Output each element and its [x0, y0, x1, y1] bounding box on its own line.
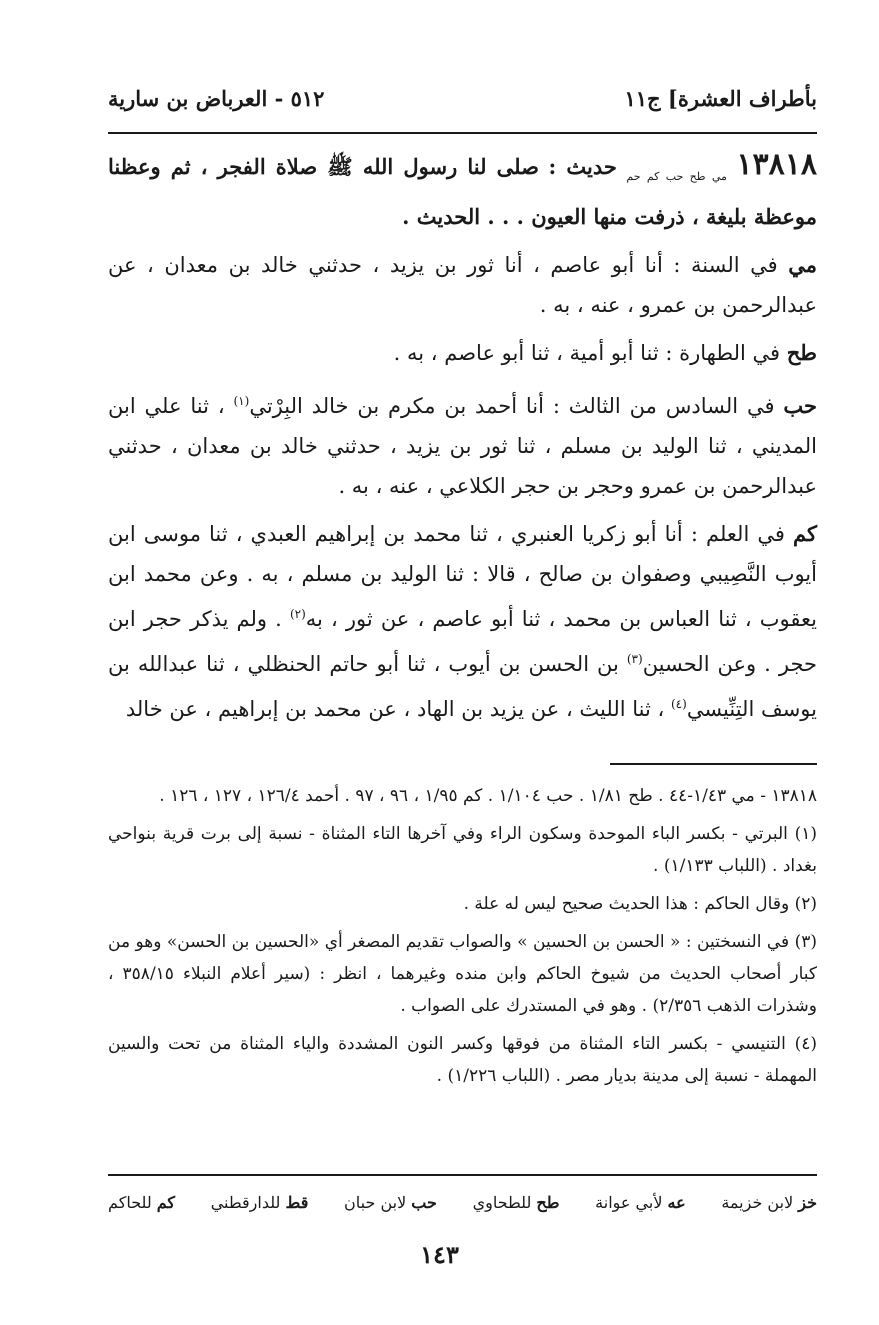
hadith-sigla: مي طح حب كم حم [626, 170, 727, 183]
hadith-entry [108, 145, 817, 237]
abbr: كم [793, 521, 817, 546]
footnote-4: (٤) التنيسي - بكسر التاء المثناة من فوقها وكسر النون المشددة والياء المثناة من تحت والسين المهملة - نسبة إلى مدينة بديار مصر . (اللباب ١/٢٢٦) . [108, 1034, 817, 1086]
hadith-text: صلى لنا رسول الله ﷺ صلاة الفجر ، ثم وعظنا موعظة بليغة ، ذرفت منها العيون . . . الحديث . [108, 154, 817, 229]
paragraph-text: في السادس من الثالث : أنا أحمد بن مكرم بن خالد البِرْتي [249, 394, 775, 418]
paragraph-text: ، ثنا الليث ، عن يزيد بن الهاد ، عن محمد بن إبراهيم ، عن خالد [125, 697, 665, 721]
legend-item: قط للدارقطني [210, 1192, 309, 1212]
hadith-number: ١٣٨١٨ [736, 147, 817, 182]
paragraph-text: . ولم يذكر حجر ابن حجر . وعن الحسين [108, 607, 817, 676]
paragraph-text: في الطهارة : ثنا أبو أمية ، ثنا أبو عاصم ، به . [393, 341, 781, 365]
footnote-rule [610, 763, 817, 765]
legend-item: خز لابن خزيمة [721, 1192, 817, 1212]
abbr: حب [783, 393, 817, 418]
footnote-ref: (٢) [289, 607, 306, 621]
running-header [108, 78, 817, 118]
legend-item: طح للطحاوي [472, 1192, 560, 1212]
paragraph-text: بن الحسن بن أيوب ، ثنا أبو حاتم الحنظلي ، ثنا عبدالله بن يوسف التِنِّيسي [108, 652, 817, 721]
header-rule [108, 132, 817, 134]
header-volume: بأطراف العشرة] ج١١ [624, 85, 817, 111]
footnote-2: (٢) وقال الحاكم : هذا الحديث صحيح ليس له علة . [463, 894, 817, 914]
page-number: ١٤٣ [420, 1240, 459, 1269]
abbr: طح [786, 340, 817, 365]
legend-item: عه لأبي عوانة [595, 1192, 686, 1212]
footnote-sources: ١٣٨١٨ - مي ١/٤٣-٤٤ . طح ١/٨١ . حب ١/١٠٤ . كم ١/٩٥ ، ٩٦ ، ٩٧ . أحمد ١٢٦/٤ ، ١٢٧ ، ١٢٦ . [159, 786, 817, 806]
paragraph-text: ، ثنا علي ابن المديني ، ثنا الوليد بن مسلم ، ثنا ثور بن يزيد ، حدثني خالد بن معدان ، حدثني عبدالرحمن بن عمرو وحجر بن حجر الكلاعي ، عنه ، به . [108, 394, 817, 498]
paragraph-km [108, 514, 817, 729]
legend-item: حب لابن حبان [344, 1192, 437, 1212]
footnote-ref: (٣) [626, 652, 643, 666]
abbr: مي [788, 252, 817, 277]
paragraph-hb [108, 381, 817, 506]
paragraph-tah [108, 333, 817, 373]
footnote-ref: (١) [233, 394, 250, 408]
paragraph-text: في السنة : أنا أبو عاصم ، أنا ثور بن يزيد ، حدثني خالد بن معدان ، عن عبدالرحمن بن عمرو ، عنه ، به . [108, 253, 817, 317]
legend-rule [108, 1174, 817, 1176]
paragraph-mi [108, 245, 817, 325]
footnote-ref: (٤) [670, 697, 687, 711]
header-section: ٥١٢ - العرباض بن سارية [108, 85, 325, 111]
main-text [108, 145, 817, 737]
hadith-label: حديث : [548, 154, 617, 179]
legend-item: كم للحاكم [108, 1192, 176, 1212]
footnote-3: (٣) في النسختين : « الحسن بن الحسين » والصواب تقديم المصغر أي «الحسين بن الحسن» وهو من كبار أصحاب الحديث من شيوخ الحاكم وابن منده وغيرهما ، انظر : (سير أعلام النبلاء ٣٥٨/١٥ ، وشذرات الذهب ٢/٣٥٦) . وهو في المستدرك على الصواب . [108, 932, 817, 1016]
paragraph-text: في العلم : أنا أبو زكريا العنبري ، ثنا محمد بن إبراهيم العبدي ، ثنا موسى ابن أيوب النَّصِيبي وصفوان بن صالح ، قالا : ثنا الوليد بن مسلم ، به . وعن محمد ابن يعقوب ، ثنا العباس بن محمد ، ثنا أبو عاصم ، عن ثور ، به [108, 522, 817, 631]
abbreviation-legend [108, 1186, 817, 1218]
footnotes [108, 780, 817, 1098]
footnote-1: (١) البرتي - بكسر الباء الموحدة وسكون الراء وفي آخرها التاء المثناة - نسبة إلى برت قرية بنواحي بغداد . (اللباب ١/١٣٣) . [108, 824, 817, 876]
